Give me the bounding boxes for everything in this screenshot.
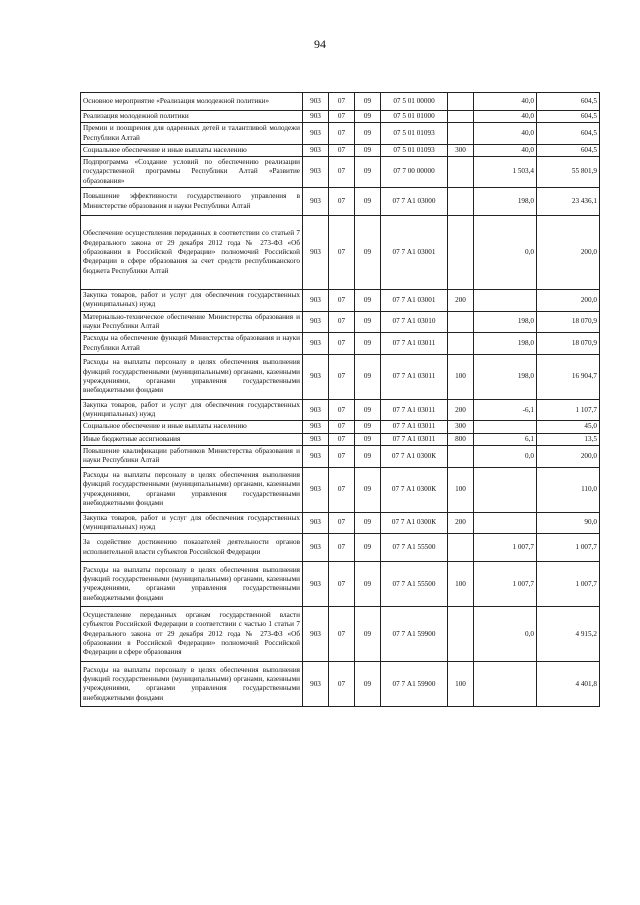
amount-change: 1 007,7 bbox=[474, 534, 537, 562]
target-code: 07 5 01 00000 bbox=[381, 93, 448, 111]
row-name: Повышение квалификации работников Министерства образования и науки Республики Алтай bbox=[81, 446, 303, 468]
target-code: 07 7 00 00000 bbox=[381, 157, 448, 188]
amount-total: 23 436,1 bbox=[537, 188, 600, 216]
ministry-code: 903 bbox=[303, 157, 329, 188]
section-code: 07 bbox=[329, 216, 355, 290]
table-row bbox=[81, 144, 600, 156]
expense-kind bbox=[448, 111, 474, 123]
amount-total: 16 904,7 bbox=[537, 354, 600, 399]
expense-kind bbox=[448, 123, 474, 145]
subsection-code: 09 bbox=[355, 662, 381, 707]
amount-total: 4 401,8 bbox=[537, 662, 600, 707]
target-code: 07 7 А1 03011 bbox=[381, 333, 448, 355]
expense-kind bbox=[448, 333, 474, 355]
ministry-code: 903 bbox=[303, 562, 329, 607]
target-code: 07 7 А1 59900 bbox=[381, 607, 448, 662]
row-name: Премии и поощрения для одаренных детей и талантливой молодежи Республики Алтай bbox=[81, 123, 303, 145]
amount-total: 90,0 bbox=[537, 512, 600, 534]
budget-table-body bbox=[81, 93, 600, 707]
expense-kind: 200 bbox=[448, 512, 474, 534]
row-name: Социальное обеспечение и иные выплаты населению bbox=[81, 421, 303, 433]
table-row bbox=[81, 662, 600, 707]
amount-change: 198,0 bbox=[474, 333, 537, 355]
ministry-code: 903 bbox=[303, 446, 329, 468]
target-code: 07 7 А1 03011 bbox=[381, 399, 448, 421]
row-name: За содействие достижению показателей деятельности органов исполнительной власти субъектов Российской Федерации bbox=[81, 534, 303, 562]
amount-total: 604,5 bbox=[537, 111, 600, 123]
section-code: 07 bbox=[329, 123, 355, 145]
table-row bbox=[81, 534, 600, 562]
subsection-code: 09 bbox=[355, 421, 381, 433]
subsection-code: 09 bbox=[355, 123, 381, 145]
section-code: 07 bbox=[329, 311, 355, 333]
ministry-code: 903 bbox=[303, 111, 329, 123]
section-code: 07 bbox=[329, 188, 355, 216]
amount-change: 40,0 bbox=[474, 111, 537, 123]
subsection-code: 09 bbox=[355, 399, 381, 421]
amount-change: 198,0 bbox=[474, 311, 537, 333]
amount-total: 18 070,9 bbox=[537, 311, 600, 333]
ministry-code: 903 bbox=[303, 123, 329, 145]
expense-kind bbox=[448, 446, 474, 468]
expense-kind: 100 bbox=[448, 662, 474, 707]
section-code: 07 bbox=[329, 399, 355, 421]
table-row bbox=[81, 290, 600, 312]
target-code: 07 7 А1 03011 bbox=[381, 421, 448, 433]
section-code: 07 bbox=[329, 111, 355, 123]
section-code: 07 bbox=[329, 157, 355, 188]
expense-kind bbox=[448, 188, 474, 216]
target-code: 07 7 А1 03001 bbox=[381, 290, 448, 312]
subsection-code: 09 bbox=[355, 157, 381, 188]
expense-kind: 200 bbox=[448, 290, 474, 312]
section-code: 07 bbox=[329, 433, 355, 445]
table-row bbox=[81, 562, 600, 607]
ministry-code: 903 bbox=[303, 607, 329, 662]
table-row bbox=[81, 512, 600, 534]
subsection-code: 09 bbox=[355, 144, 381, 156]
target-code: 07 7 А1 59900 bbox=[381, 662, 448, 707]
amount-change: 40,0 bbox=[474, 123, 537, 145]
ministry-code: 903 bbox=[303, 188, 329, 216]
expense-kind: 100 bbox=[448, 467, 474, 512]
table-row bbox=[81, 123, 600, 145]
amount-total: 1 007,7 bbox=[537, 534, 600, 562]
expense-kind: 300 bbox=[448, 421, 474, 433]
row-name: Закупка товаров, работ и услуг для обеспечения государственных (муниципальных) нужд bbox=[81, 512, 303, 534]
amount-change: 40,0 bbox=[474, 144, 537, 156]
section-code: 07 bbox=[329, 354, 355, 399]
amount-total: 45,0 bbox=[537, 421, 600, 433]
section-code: 07 bbox=[329, 467, 355, 512]
section-code: 07 bbox=[329, 512, 355, 534]
ministry-code: 903 bbox=[303, 421, 329, 433]
amount-change: 198,0 bbox=[474, 188, 537, 216]
target-code: 07 5 01 01093 bbox=[381, 123, 448, 145]
expense-kind bbox=[448, 216, 474, 290]
row-name: Реализация молодежной политики bbox=[81, 111, 303, 123]
subsection-code: 09 bbox=[355, 216, 381, 290]
ministry-code: 903 bbox=[303, 662, 329, 707]
section-code: 07 bbox=[329, 446, 355, 468]
table-row bbox=[81, 467, 600, 512]
subsection-code: 09 bbox=[355, 607, 381, 662]
amount-change bbox=[474, 290, 537, 312]
ministry-code: 903 bbox=[303, 93, 329, 111]
expense-kind: 800 bbox=[448, 433, 474, 445]
amount-change: 0,0 bbox=[474, 446, 537, 468]
table-row bbox=[81, 433, 600, 445]
target-code: 07 7 А1 0300К bbox=[381, 446, 448, 468]
amount-total: 1 007,7 bbox=[537, 562, 600, 607]
page-number: 94 bbox=[314, 37, 326, 51]
table-row bbox=[81, 354, 600, 399]
row-name: Социальное обеспечение и иные выплаты населению bbox=[81, 144, 303, 156]
amount-total: 604,5 bbox=[537, 123, 600, 145]
amount-change: 1 007,7 bbox=[474, 562, 537, 607]
subsection-code: 09 bbox=[355, 562, 381, 607]
table-row bbox=[81, 333, 600, 355]
subsection-code: 09 bbox=[355, 354, 381, 399]
target-code: 07 7 А1 03010 bbox=[381, 311, 448, 333]
amount-change: 0,0 bbox=[474, 607, 537, 662]
target-code: 07 7 А1 03000 bbox=[381, 188, 448, 216]
table-row bbox=[81, 421, 600, 433]
section-code: 07 bbox=[329, 662, 355, 707]
ministry-code: 903 bbox=[303, 144, 329, 156]
expense-kind bbox=[448, 311, 474, 333]
expense-kind: 100 bbox=[448, 562, 474, 607]
budget-table bbox=[80, 92, 600, 707]
amount-change bbox=[474, 512, 537, 534]
target-code: 07 7 А1 03011 bbox=[381, 354, 448, 399]
row-name: Иные бюджетные ассигнования bbox=[81, 433, 303, 445]
subsection-code: 09 bbox=[355, 93, 381, 111]
row-name: Расходы на выплаты персоналу в целях обеспечения выполнения функций государственными (муниципальными) органами, казенными учреждениями, органами управления государственными внебюджетными фондами bbox=[81, 467, 303, 512]
target-code: 07 7 А1 03001 bbox=[381, 216, 448, 290]
section-code: 07 bbox=[329, 607, 355, 662]
subsection-code: 09 bbox=[355, 467, 381, 512]
subsection-code: 09 bbox=[355, 433, 381, 445]
ministry-code: 903 bbox=[303, 311, 329, 333]
target-code: 07 7 А1 0300К bbox=[381, 512, 448, 534]
target-code: 07 7 А1 55500 bbox=[381, 562, 448, 607]
amount-change: 1 503,4 bbox=[474, 157, 537, 188]
table-row bbox=[81, 607, 600, 662]
amount-change: 198,0 bbox=[474, 354, 537, 399]
amount-total: 18 070,9 bbox=[537, 333, 600, 355]
row-name: Материально-техническое обеспечение Министерства образования и науки Республики Алтай bbox=[81, 311, 303, 333]
ministry-code: 903 bbox=[303, 354, 329, 399]
ministry-code: 903 bbox=[303, 512, 329, 534]
amount-change: -6,1 bbox=[474, 399, 537, 421]
section-code: 07 bbox=[329, 144, 355, 156]
amount-total: 200,0 bbox=[537, 216, 600, 290]
expense-kind bbox=[448, 93, 474, 111]
ministry-code: 903 bbox=[303, 290, 329, 312]
section-code: 07 bbox=[329, 534, 355, 562]
table-row bbox=[81, 157, 600, 188]
row-name: Расходы на обеспечение функций Министерства образования и науки Республики Алтай bbox=[81, 333, 303, 355]
expense-kind: 100 bbox=[448, 354, 474, 399]
amount-change bbox=[474, 467, 537, 512]
row-name: Расходы на выплаты персоналу в целях обеспечения выполнения функций государственными (муниципальными) органами, казенными учреждениями, органами управления государственными внебюджетными фондами bbox=[81, 662, 303, 707]
subsection-code: 09 bbox=[355, 188, 381, 216]
expense-kind bbox=[448, 607, 474, 662]
target-code: 07 7 А1 0300К bbox=[381, 467, 448, 512]
ministry-code: 903 bbox=[303, 216, 329, 290]
table-row bbox=[81, 93, 600, 111]
subsection-code: 09 bbox=[355, 446, 381, 468]
amount-change bbox=[474, 662, 537, 707]
amount-total: 4 915,2 bbox=[537, 607, 600, 662]
expense-kind bbox=[448, 534, 474, 562]
amount-total: 200,0 bbox=[537, 290, 600, 312]
section-code: 07 bbox=[329, 562, 355, 607]
table-row bbox=[81, 188, 600, 216]
row-name: Закупка товаров, работ и услуг для обеспечения государственных (муниципальных) нужд bbox=[81, 290, 303, 312]
subsection-code: 09 bbox=[355, 333, 381, 355]
target-code: 07 5 01 01093 bbox=[381, 144, 448, 156]
amount-total: 13,5 bbox=[537, 433, 600, 445]
table-row bbox=[81, 311, 600, 333]
section-code: 07 bbox=[329, 333, 355, 355]
table-row bbox=[81, 399, 600, 421]
ministry-code: 903 bbox=[303, 399, 329, 421]
row-name: Основное мероприятие «Реализация молодежной политики» bbox=[81, 93, 303, 111]
row-name: Закупка товаров, работ и услуг для обеспечения государственных (муниципальных) нужд bbox=[81, 399, 303, 421]
row-name: Расходы на выплаты персоналу в целях обеспечения выполнения функций государственными (муниципальными) органами, казенными учреждениями, органами управления государственными внебюджетными фондами bbox=[81, 562, 303, 607]
row-name: Повышение эффективности государственного управления в Министерстве образования и науки Республики Алтай bbox=[81, 188, 303, 216]
subsection-code: 09 bbox=[355, 512, 381, 534]
ministry-code: 903 bbox=[303, 534, 329, 562]
ministry-code: 903 bbox=[303, 467, 329, 512]
expense-kind: 300 bbox=[448, 144, 474, 156]
amount-total: 55 801,9 bbox=[537, 157, 600, 188]
ministry-code: 903 bbox=[303, 433, 329, 445]
row-name: Осуществление переданных органам государственной власти субъектов Российской Федерации в соответствии с частью 1 статьи 7 Федерального закона от 29 декабря 2012 года № 273-ФЗ «Об образовании в Российской Федерации» полномочий Российской Федерации в сфере образования bbox=[81, 607, 303, 662]
ministry-code: 903 bbox=[303, 333, 329, 355]
subsection-code: 09 bbox=[355, 290, 381, 312]
expense-kind: 200 bbox=[448, 399, 474, 421]
section-code: 07 bbox=[329, 93, 355, 111]
target-code: 07 5 01 01000 bbox=[381, 111, 448, 123]
subsection-code: 09 bbox=[355, 534, 381, 562]
row-name: Подпрограмма «Создание условий по обеспечению реализации государственной программы Республики Алтай «Развитие образования» bbox=[81, 157, 303, 188]
table-row bbox=[81, 111, 600, 123]
amount-change: 0,0 bbox=[474, 216, 537, 290]
subsection-code: 09 bbox=[355, 111, 381, 123]
amount-change bbox=[474, 421, 537, 433]
section-code: 07 bbox=[329, 421, 355, 433]
row-name: Расходы на выплаты персоналу в целях обеспечения выполнения функций государственными (муниципальными) органами, казенными учреждениями, органами управления государственными внебюджетными фондами bbox=[81, 354, 303, 399]
amount-total: 604,5 bbox=[537, 144, 600, 156]
table-row bbox=[81, 446, 600, 468]
amount-change: 40,0 bbox=[474, 93, 537, 111]
amount-total: 1 107,7 bbox=[537, 399, 600, 421]
target-code: 07 7 А1 55500 bbox=[381, 534, 448, 562]
amount-total: 604,5 bbox=[537, 93, 600, 111]
amount-change: 6,1 bbox=[474, 433, 537, 445]
table-row bbox=[81, 216, 600, 290]
expense-kind bbox=[448, 157, 474, 188]
target-code: 07 7 А1 03011 bbox=[381, 433, 448, 445]
amount-total: 110,0 bbox=[537, 467, 600, 512]
section-code: 07 bbox=[329, 290, 355, 312]
row-name: Обеспечение осуществления переданных в соответствии со статьей 7 Федерального закона от 29 декабря 2012 года № 273-ФЗ «Об образовании в Российской Федерации» полномочий Российской Федерации в сфере образования за счет средств республиканского бюджета Республики Алтай bbox=[81, 216, 303, 290]
amount-total: 200,0 bbox=[537, 446, 600, 468]
subsection-code: 09 bbox=[355, 311, 381, 333]
